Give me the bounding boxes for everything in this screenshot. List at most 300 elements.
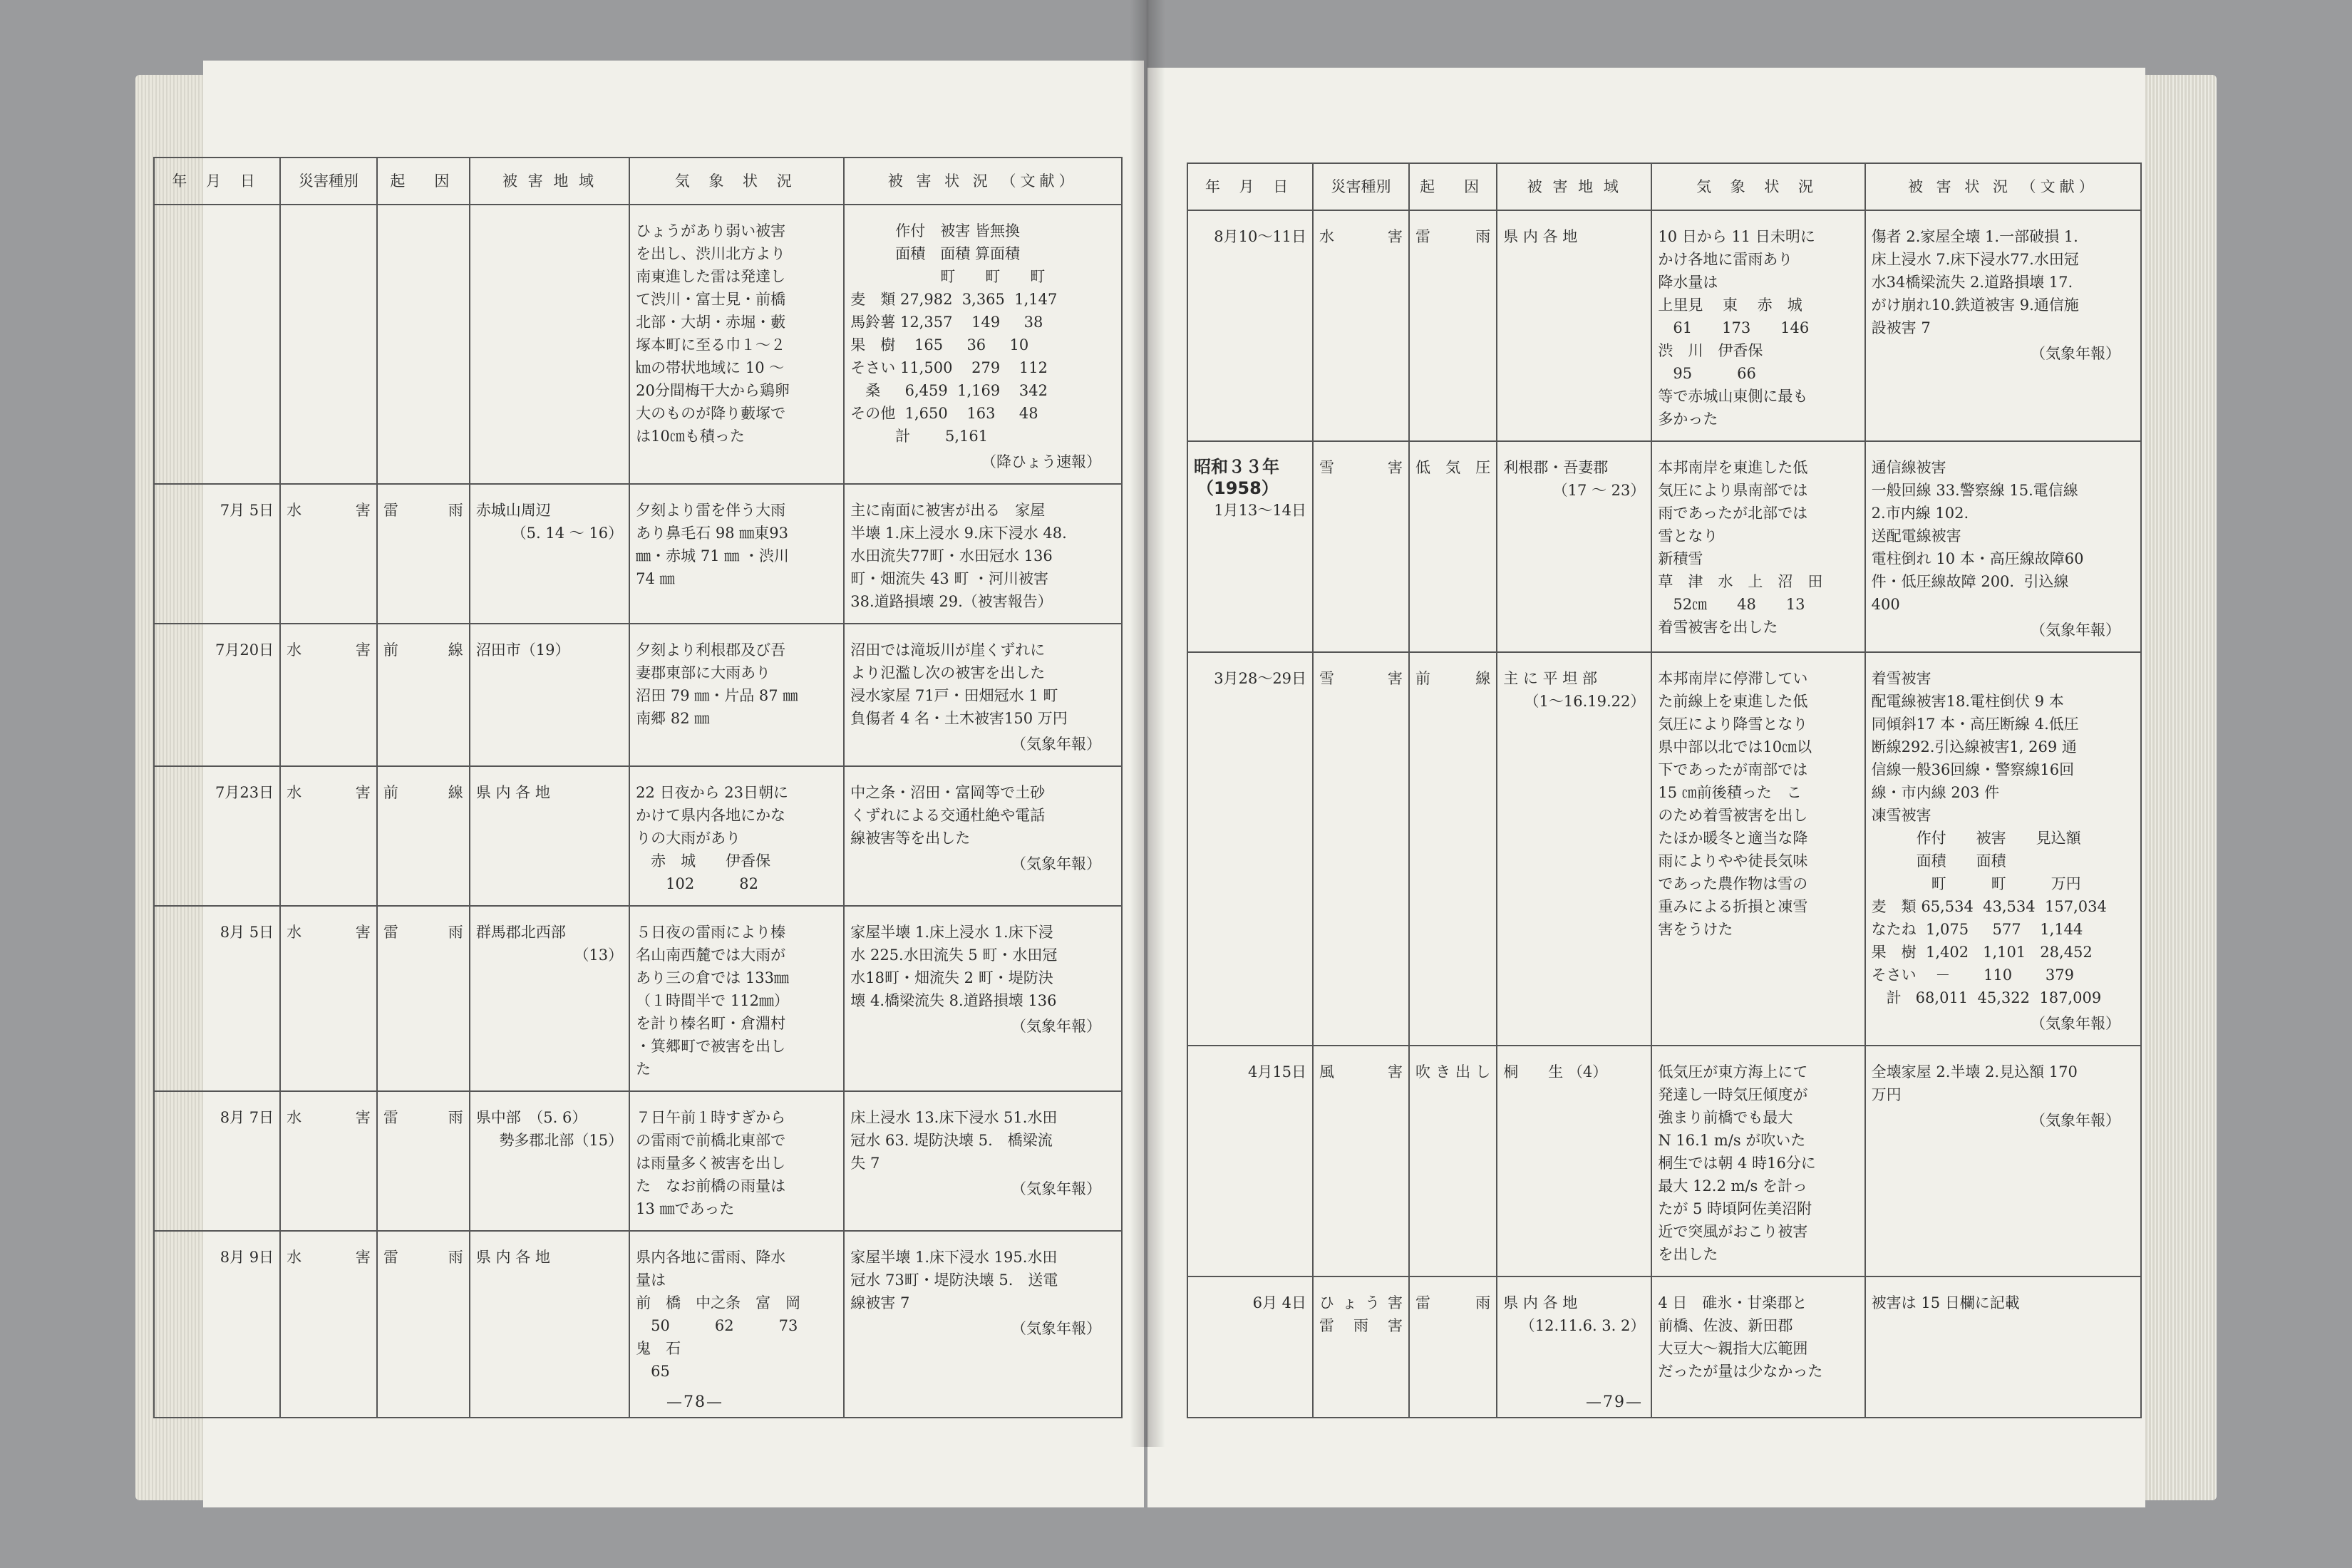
area-line: 桐 生 （4） (1503, 1063, 1608, 1080)
area-cell (470, 1091, 629, 1231)
damage-line: 町 町 町 (850, 268, 1046, 285)
cause-cell: 雷 雨 (377, 1091, 470, 1231)
weather-line: 上里見 東 赤 城 (1658, 296, 1802, 314)
weather-line: （１時間半で 112㎜） (636, 992, 789, 1009)
date-cell (154, 205, 280, 484)
weather-line: 雨であったが北部では (1658, 505, 1808, 522)
disaster-type-cell: 水 害 (280, 624, 377, 766)
date-cell (154, 624, 280, 766)
damage-line: 中之条・沼田・富岡等で土砂 (850, 784, 1046, 801)
damage-line: 冠水 63. 堤防決壊 5. 橋梁流 (850, 1132, 1053, 1149)
weather-line: であった農作物は雪の (1658, 875, 1808, 892)
weather-line: たが 5 時頃阿佐美沼附 (1658, 1200, 1812, 1217)
book-gutter (1130, 0, 1165, 1447)
filler-cell (280, 1393, 377, 1418)
weather-line: 新積雪 (1658, 550, 1703, 567)
weather-line: 22 日夜から 23日朝に (636, 784, 788, 801)
weather-line: 61 173 146 (1658, 319, 1810, 336)
date-cell (154, 1091, 280, 1231)
area-line: （17 ～ 23） (1552, 482, 1646, 499)
weather-line: 気圧により県南部では (1658, 482, 1808, 499)
table-row (154, 624, 1122, 766)
weather-line: のため着雪被害を出し (1658, 807, 1808, 824)
damage-line: 着雪被害 (1871, 670, 1931, 687)
cause-cell: 雷 雨 (377, 484, 470, 624)
date-text: 7月20日 (215, 641, 274, 659)
header-date: 年 月 日 (1187, 163, 1313, 210)
filler-cell (629, 1393, 844, 1418)
weather-cell (1651, 1046, 1864, 1276)
weather-line: 南東進した雷は発達し (636, 268, 786, 285)
damage-line: 38.道路損壊 29.（被害報告） (850, 593, 1053, 610)
damage-line: 町 町 万円 (1871, 875, 2081, 892)
area-line: 県中部 （5. 6） (475, 1109, 587, 1126)
weather-line: 量は (636, 1272, 666, 1289)
area-cell (1497, 441, 1651, 652)
weather-line: 近で突風がおこり被害 (1658, 1223, 1808, 1240)
table-row (154, 484, 1122, 624)
weather-line: 発達し一時気圧傾度が (1658, 1086, 1808, 1103)
era-year: （1958） (1197, 478, 1279, 498)
damage-line: 水18町・畑流失 2 町・堤防決 (850, 969, 1053, 986)
reference-note: （気象年報） (1011, 855, 1101, 872)
cause-cell: 低気圧 (1409, 441, 1497, 652)
left-disaster-table (153, 157, 1123, 1418)
weather-line: の雷雨で前橋北東部で (636, 1132, 786, 1149)
cause-cell: 雷 雨 (1409, 1276, 1497, 1393)
weather-line: かけて県内各地にかな (636, 807, 786, 824)
damage-line: そさい 11,500 279 112 (850, 359, 1048, 376)
weather-cell (1651, 210, 1864, 441)
damage-line: 果 樹 1,402 1,101 28,452 (1871, 944, 2093, 961)
weather-line: 大豆大～親指大広範囲 (1658, 1340, 1808, 1357)
weather-line: N 16.1 m/s が吹いた (1658, 1132, 1806, 1149)
table-row (154, 906, 1122, 1091)
damage-line: 麦 類 65,534 43,534 157,034 (1871, 898, 2107, 915)
weather-line: 15 ㎝前後積った こ (1658, 784, 1802, 801)
weather-line: かけ各地に雷雨あり (1658, 251, 1793, 268)
weather-line: 本邦南岸に停滞してい (1658, 670, 1808, 687)
damage-line: 家屋半壊 1.床上浸水 1.床下浸 (850, 924, 1053, 941)
table-header-row (154, 158, 1122, 205)
weather-cell (629, 205, 844, 484)
table-row (154, 1091, 1122, 1231)
date-cell (1187, 1276, 1313, 1393)
weather-line: 10 日から 11 日未明に (1658, 228, 1815, 245)
area-line: 群馬郡北西部 (475, 924, 566, 941)
area-line: 県 内 各 地 (475, 784, 550, 801)
weather-line: を計り榛名町・倉淵村 (636, 1015, 786, 1032)
cause-cell: 前 線 (377, 624, 470, 766)
page-number-right: —79— (1586, 1393, 1643, 1411)
filler-cell (1313, 1393, 1409, 1418)
table-row (1187, 441, 2141, 652)
filler-cell (1865, 1393, 2141, 1418)
weather-line: 前 橋 中之条 富 岡 (636, 1294, 801, 1311)
weather-line: 102 82 (636, 875, 758, 892)
weather-line: 4 日 碓氷・甘楽郡と (1658, 1294, 1807, 1311)
weather-line: 塚本町に至る巾１～２ (636, 336, 786, 354)
damage-line: 400 (1871, 596, 1900, 613)
weather-line: だったが量は少なかった (1658, 1363, 1823, 1380)
table-row (154, 766, 1122, 906)
table-filler-row (1187, 1393, 2141, 1418)
weather-line: ㎜・赤城 71 ㎜ ・渋川 (636, 547, 789, 564)
date-text: 6月 4日 (1252, 1294, 1307, 1311)
right-disaster-table (1187, 163, 2142, 1418)
damage-line: 計 5,161 (850, 428, 989, 445)
weather-line: 沼田 79 ㎜・片品 87 ㎜ (636, 687, 798, 704)
damage-line: 一般回線 33.警察線 15.電信線 (1871, 482, 2078, 499)
damage-line: 計 68,011 45,322 187,009 (1871, 989, 2102, 1006)
area-line: （13） (574, 947, 624, 964)
table-row (1187, 1046, 2141, 1276)
header-weather: 気 象 状 況 (629, 158, 844, 205)
cause-cell (377, 205, 470, 484)
weather-line: 強まり前橋でも最大 (1658, 1109, 1793, 1126)
weather-line: 県中部以北では10㎝以 (1658, 738, 1812, 755)
damage-line: 傷者 2.家屋全壊 1.一部破損 1. (1871, 228, 2078, 245)
filler-cell (154, 1393, 280, 1418)
header-weather: 気 象 状 況 (1651, 163, 1864, 210)
weather-line: 名山南西麓では大雨が (636, 947, 786, 964)
area-line: （1～16.19.22） (1524, 693, 1646, 710)
disaster-type-cell: 水 害 (280, 766, 377, 906)
damage-line: 配電線被害18.電柱倒伏 9 本 (1871, 693, 2064, 710)
damage-line: 万円 (1871, 1086, 1902, 1103)
damage-cell (844, 766, 1122, 906)
damage-cell (844, 484, 1122, 624)
area-line: 沼田市（19） (475, 641, 570, 659)
weather-line: 下であったが南部では (1658, 761, 1808, 778)
damage-line: 凍雪被害 (1871, 807, 1931, 824)
damage-line: 線被害 7 (850, 1294, 910, 1311)
damage-line: 負傷者 4 名・土木被害150 万円 (850, 710, 1068, 727)
weather-line: 夕刻より雷を伴う大雨 (636, 502, 786, 519)
disaster-type-cell: ひょう害 雷雨害 (1313, 1276, 1409, 1393)
area-line: 県 内 各 地 (475, 1249, 550, 1266)
weather-cell (629, 624, 844, 766)
table-row (1187, 652, 2141, 1046)
damage-cell (1865, 210, 2141, 441)
weather-line: ５日夜の雷雨により榛 (636, 924, 786, 941)
weather-line: を出した (1658, 1246, 1718, 1263)
damage-cell (1865, 1276, 2141, 1393)
weather-line: たほか暖冬と適当な降 (1658, 830, 1808, 847)
weather-line: 着雪被害を出した (1658, 619, 1778, 636)
damage-line: 線被害等を出した (850, 830, 971, 847)
date-text: 3月28～29日 (1214, 670, 1307, 687)
cause-cell: 前 線 (377, 766, 470, 906)
weather-line: 最大 12.2 m/s を計っ (1658, 1177, 1807, 1195)
area-cell (470, 766, 629, 906)
weather-line: 13 ㎜であった (636, 1200, 735, 1217)
weather-line: は雨量多く被害を出し (636, 1155, 786, 1172)
header-disaster-type: 災害種別 (280, 158, 377, 205)
area-cell (1497, 210, 1651, 441)
weather-line: 本邦南岸を東進した低 (1658, 459, 1808, 476)
weather-line: ・箕郷町で被害を出し (636, 1038, 786, 1055)
reference-note: （降ひょう速報） (981, 453, 1101, 470)
weather-line: 雨によりやや徒長気味 (1658, 852, 1808, 870)
date-text: 8月10～11日 (1214, 228, 1307, 245)
date-text: 7月 5日 (220, 502, 274, 519)
weather-line: 50 62 73 (636, 1317, 798, 1334)
filler-cell (1409, 1393, 1497, 1418)
date-cell (154, 766, 280, 906)
area-cell (470, 205, 629, 484)
disaster-type-cell: 水 害 (280, 1231, 377, 1393)
area-cell (1497, 1046, 1651, 1276)
weather-cell (629, 484, 844, 624)
weather-line: 桐生では朝 4 時16分に (1658, 1155, 1816, 1172)
weather-line: 95 66 (1658, 365, 1756, 382)
header-cause: 起 因 (1409, 163, 1497, 210)
weather-line: 74 ㎜ (636, 570, 675, 587)
area-line: （5. 14 ～ 16） (511, 525, 624, 542)
header-date: 年 月 日 (154, 158, 280, 205)
weather-line: あり鼻毛石 98 ㎜東93 (636, 525, 788, 542)
damage-line: 水34橋梁流失 2.道路損壊 17. (1871, 274, 2073, 291)
date-cell (154, 1231, 280, 1393)
damage-line: 家屋半壊 1.床下浸水 195.水田 (850, 1249, 1058, 1266)
reference-note: （気象年報） (2031, 345, 2120, 362)
area-line: （12.11.6. 3. 2） (1520, 1317, 1646, 1334)
damage-line: 設被害 7 (1871, 319, 1931, 336)
damage-line: 壊 4.橋梁流失 8.道路損壊 136 (850, 992, 1057, 1009)
date-text: 7月23日 (215, 784, 274, 801)
damage-line: 2.市内線 102. (1871, 505, 1969, 522)
date-cell (154, 906, 280, 1091)
damage-line: なたね 1,075 577 1,144 (1871, 921, 2083, 938)
weather-line: 草 津 水 上 沼 田 (1658, 573, 1823, 590)
filler-cell (470, 1393, 629, 1418)
cause-cell: 吹き出し (1409, 1046, 1497, 1276)
area-line: 赤城山周辺 (475, 502, 551, 519)
weather-line: ㎞の帯状地域に 10 ～ (636, 359, 785, 376)
table-row (154, 1231, 1122, 1393)
damage-line: 浸水家屋 71戸・田畑冠水 1 町 (850, 687, 1058, 704)
weather-line: 県内各地に雷雨、降水 (636, 1249, 786, 1266)
damage-line: 失 7 (850, 1155, 880, 1172)
header-damage: 被 害 状 況 （文献） (844, 158, 1122, 205)
weather-line: 鬼 石 (636, 1340, 681, 1357)
weather-cell (629, 906, 844, 1091)
weather-line: 雪となり (1658, 527, 1718, 545)
damage-line: 件・低圧線故障 200. 引込線 (1871, 573, 2069, 590)
weather-line: 妻郡東部に大雨あり (636, 664, 771, 681)
damage-line: 電柱倒れ 10 本・高圧線故障60 (1871, 550, 2084, 567)
damage-cell (844, 624, 1122, 766)
weather-line: 大のものが降り藪塚で (636, 405, 786, 422)
damage-line: 主に南面に被害が出る 家屋 (850, 502, 1046, 519)
reference-note: （気象年報） (2031, 621, 2120, 639)
table-row (1187, 210, 2141, 441)
reference-note: （気象年報） (1011, 1018, 1101, 1035)
weather-line: 20分間梅干大から鶏卵 (636, 382, 790, 399)
damage-line: 半壊 1.床上浸水 9.床下浸水 48. (850, 525, 1067, 542)
header-disaster-type: 災害種別 (1313, 163, 1409, 210)
weather-line: 降水量は (1658, 274, 1718, 291)
era-label: 昭和３３年 (1194, 457, 1279, 477)
damage-line: 全壊家屋 2.半壊 2.見込額 170 (1871, 1063, 2078, 1080)
header-area: 被 害 地 域 (470, 158, 629, 205)
weather-line: 52㎝ 48 13 (1658, 596, 1805, 613)
weather-line: 渋 川 伊香保 (1658, 342, 1763, 359)
damage-line: 通信線被害 (1871, 459, 1946, 476)
disaster-type-cell: 水 害 (280, 484, 377, 624)
cause-cell: 前 線 (1409, 652, 1497, 1046)
damage-line: 同傾斜17 本・高圧断線 4.低圧 (1871, 716, 2079, 733)
disaster-type-cell (280, 205, 377, 484)
damage-line: 沼田では滝坂川が崖くずれに (850, 641, 1046, 659)
weather-line: て渋川・富士見・前橋 (636, 291, 786, 308)
damage-line: より氾濫し次の被害を出した (850, 664, 1046, 681)
damage-line: がけ崩れ10.鉄道被害 9.通信施 (1871, 296, 2079, 314)
date-text: 8月 9日 (220, 1249, 274, 1266)
weather-line: 南郷 82 ㎜ (636, 710, 710, 727)
area-line: 県 内 各 地 (1503, 1294, 1578, 1311)
date-cell (1187, 1046, 1313, 1276)
weather-line: りの大雨があり (636, 830, 741, 847)
table-header-row (1187, 163, 2141, 210)
damage-line: その他 1,650 163 48 (850, 405, 1038, 422)
table-filler-row (154, 1393, 1122, 1418)
weather-line: 多かった (1658, 411, 1718, 428)
weather-line: 害をうけた (1658, 921, 1733, 938)
damage-line: 町・畑流失 43 町 ・河川被害 (850, 570, 1049, 587)
damage-line: 床上浸水 13.床下浸水 51.水田 (850, 1109, 1058, 1126)
weather-line: 等で赤城山東側に最も (1658, 388, 1808, 405)
weather-line: 夕刻より利根郡及び吾 (636, 641, 786, 659)
area-cell (470, 906, 629, 1091)
date-text: 4月15日 (1247, 1063, 1307, 1080)
damage-cell (1865, 441, 2141, 652)
damage-line: 作付 被害 見込額 (1871, 830, 2081, 847)
damage-line: 桑 6,459 1,169 342 (850, 382, 1048, 399)
area-cell (470, 624, 629, 766)
filler-cell (844, 1393, 1122, 1418)
area-cell (1497, 1276, 1651, 1393)
table-row (1187, 1276, 2141, 1393)
weather-cell (1651, 1276, 1864, 1393)
disaster-type-cell: 雪 害 (1313, 652, 1409, 1046)
damage-line: 面積 面積 (1871, 852, 2006, 870)
weather-line: あり三の倉では 133㎜ (636, 969, 789, 986)
damage-line: 麦 類 27,982 3,365 1,147 (850, 291, 1058, 308)
disaster-type-cell: 水 害 (280, 1091, 377, 1231)
weather-line: 気圧により降雪となり (1658, 716, 1808, 733)
damage-line: 断線292.引込線被害1, 269 通 (1871, 738, 2077, 755)
disaster-type-cell: 水 害 (280, 906, 377, 1091)
reference-note: （気象年報） (2031, 1112, 2120, 1129)
reference-note: （気象年報） (1011, 1180, 1101, 1197)
date-cell (1187, 652, 1313, 1046)
disaster-type-cell: 雪 害 (1313, 441, 1409, 652)
weather-line: 65 (636, 1363, 670, 1380)
damage-line: 信線一般36回線・警察線16回 (1871, 761, 2075, 778)
weather-line: 前橋、佐波、新田郡 (1658, 1317, 1793, 1334)
area-line: 利根郡・吾妻郡 (1503, 459, 1609, 476)
area-line: 県 内 各 地 (1503, 228, 1578, 245)
weather-line: た なお前橋の雨量は (636, 1177, 786, 1195)
damage-line: 床上浸水 7.床下浸水77.水田冠 (1871, 251, 2079, 268)
cause-cell: 雷 雨 (377, 1231, 470, 1393)
area-line: 主 に 平 坦 部 (1503, 670, 1597, 687)
date-cell (1187, 210, 1313, 441)
damage-line: そさい － 110 379 (1871, 966, 2074, 984)
reference-note: （気象年報） (1011, 1320, 1101, 1337)
filler-cell (1187, 1393, 1313, 1418)
weather-line: 北部・大胡・赤堀・藪 (636, 314, 786, 331)
cause-cell: 雷 雨 (377, 906, 470, 1091)
damage-line: 作付 被害 皆無換 (850, 222, 1020, 239)
weather-line: た (636, 1061, 651, 1078)
reference-note: （気象年報） (2031, 1015, 2120, 1032)
damage-line: 水田流失77町・水田冠水 136 (850, 547, 1053, 564)
damage-line: くずれによる交通杜絶や電話 (850, 807, 1046, 824)
damage-cell (844, 906, 1122, 1091)
weather-line: た前線上を東進した低 (1658, 693, 1808, 710)
header-cause: 起 因 (377, 158, 470, 205)
table-row (154, 205, 1122, 484)
cause-cell: 雷 雨 (1409, 210, 1497, 441)
weather-line: は10㎝も積った (636, 428, 745, 445)
damage-line: 果 樹 165 36 10 (850, 336, 1029, 354)
weather-cell (629, 1231, 844, 1393)
filler-cell (377, 1393, 470, 1418)
weather-line: 低気圧が東方海上にて (1658, 1063, 1808, 1080)
weather-line: ひょうがあり弱い被害 (636, 222, 786, 239)
weather-cell (629, 1091, 844, 1231)
weather-line: を出し、渋川北方より (636, 245, 786, 262)
date-text: 8月 7日 (220, 1109, 274, 1126)
damage-line: 水 225.水田流失 5 町・水田冠 (850, 947, 1058, 964)
damage-line: 面積 面積 算面積 (850, 245, 1020, 262)
date-cell (154, 484, 280, 624)
filler-cell (1651, 1393, 1864, 1418)
damage-cell (844, 205, 1122, 484)
damage-line: 送配電線被害 (1871, 527, 1961, 545)
area-cell (1497, 652, 1651, 1046)
weather-line: 赤 城 伊香保 (636, 852, 771, 870)
date-text: 1月13～14日 (1214, 502, 1307, 519)
disaster-type-cell: 水 害 (1313, 210, 1409, 441)
damage-line: 線・市内線 203 件 (1871, 784, 2000, 801)
date-cell (1187, 441, 1313, 652)
header-damage: 被 害 状 況 （文献） (1865, 163, 2141, 210)
damage-line: 被害は 15 日欄に記載 (1871, 1294, 2020, 1311)
date-text: 8月 5日 (220, 924, 274, 941)
page-number-left: —78— (666, 1393, 723, 1411)
area-cell (470, 484, 629, 624)
damage-cell (844, 1231, 1122, 1393)
damage-line: 冠水 73町・堤防決壊 5. 送電 (850, 1272, 1058, 1289)
damage-cell (1865, 1046, 2141, 1276)
area-line: 勢多郡北部（15） (499, 1132, 624, 1149)
damage-line: 馬鈴薯 12,357 149 38 (850, 314, 1043, 331)
reference-note: （気象年報） (1011, 736, 1101, 753)
header-area: 被 害 地 域 (1497, 163, 1651, 210)
weather-line: ７日午前１時すぎから (636, 1109, 786, 1126)
area-cell (470, 1231, 629, 1393)
damage-cell (844, 1091, 1122, 1231)
weather-cell (629, 766, 844, 906)
weather-cell (1651, 441, 1864, 652)
damage-cell (1865, 652, 2141, 1046)
weather-line: 重みによる折損と凍雪 (1658, 898, 1808, 915)
disaster-type-cell: 風 害 (1313, 1046, 1409, 1276)
